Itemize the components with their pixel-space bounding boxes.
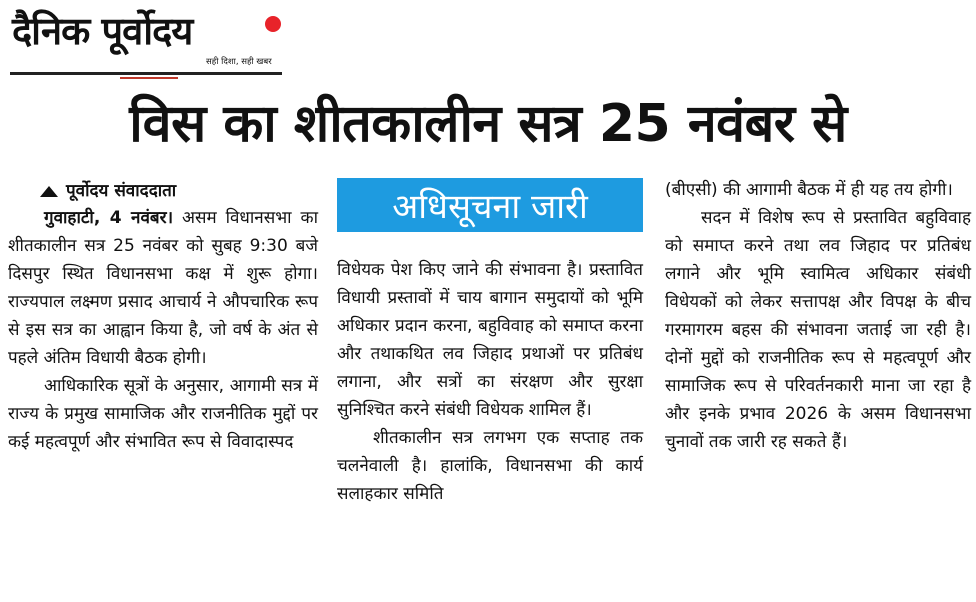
subheading-box: अधिसूचना जारी bbox=[337, 178, 643, 232]
masthead-accent-rule bbox=[120, 77, 178, 79]
paragraph: आधिकारिक सूत्रों के अनुसार, आगामी सत्र में राज्य के प्रमुख सामाजिक और राजनीतिक मुद्दों पर कई महत्वपूर्ण और संभावित रूप से विवादास्पद bbox=[8, 376, 318, 452]
newspaper-logo: दैनिक पूर्वोदय bbox=[12, 8, 193, 53]
column-1 bbox=[8, 204, 318, 456]
byline bbox=[40, 178, 176, 201]
paragraph-text: असम विधानसभा का शीतकालीन सत्र 25 नवंबर को सुबह 9:30 बजे दिसपुर स्थित विधानसभा कक्ष में शुरू होगा। राज्यपाल लक्ष्मण प्रसाद आचार्य ने औपचारिक रूप से इस सत्र का आह्वान किया है, जो वर्ष के अंत से पहले अंतिम विधायी बैठक होगी। bbox=[8, 208, 318, 368]
dateline: गुवाहाटी, 4 नवंबर। bbox=[44, 208, 174, 228]
paragraph: सदन में विशेष रूप से प्रस्तावित बहुविवाह को समाप्त करने तथा लव जिहाद पर प्रतिबंध लगाने और भूमि स्वामित्व अधिकार संबंधी विधेयकों को लेकर सत्तापक्ष और विपक्ष के बीच गरमागरम बहस की संभावना जताई जा रही है। दोनों मुद्दों को राजनीतिक रूप से महत्वपूर्ण और सामाजिक रूप से परिवर्तनकारी माना जा रहा है और इनके प्रभाव 2026 के असम विधानसभा चुनावों तक जारी रह सकते हैं। bbox=[665, 208, 971, 452]
masthead-rule bbox=[10, 72, 282, 75]
paragraph bbox=[8, 204, 318, 372]
paragraph: विधेयक पेश किए जाने की संभावना है। प्रस्तावित विधायी प्रस्तावों में चाय बागान समुदायों को भूमि अधिकार प्रदान करना, बहुविवाह को समाप्त करना और तथाकथित लव जिहाद प्रथाओं पर प्रतिबंध लगाना, और सत्रों का संरक्षण और सुरक्षा सुनिश्चित करने संबंधी विधेयक शामिल हैं। bbox=[337, 260, 643, 420]
article-headline: विस का शीतकालीन सत्र 25 नवंबर से bbox=[129, 94, 847, 154]
byline-text: पूर्वोदय संवाददाता bbox=[66, 181, 177, 201]
paragraph: (बीएसी) की आगामी बैठक में ही यह तय होगी। bbox=[665, 180, 953, 200]
triangle-icon bbox=[40, 186, 58, 197]
column-2 bbox=[337, 256, 643, 508]
tagline: सही दिशा, सही खबर bbox=[206, 57, 272, 67]
logo-sun-icon bbox=[265, 16, 281, 32]
masthead bbox=[10, 8, 286, 74]
column-3 bbox=[665, 176, 971, 456]
paragraph: शीतकालीन सत्र लगभग एक सप्ताह तक चलनेवाली है। हालांकि, विधानसभा की कार्य सलाहकार समिति bbox=[337, 428, 643, 504]
